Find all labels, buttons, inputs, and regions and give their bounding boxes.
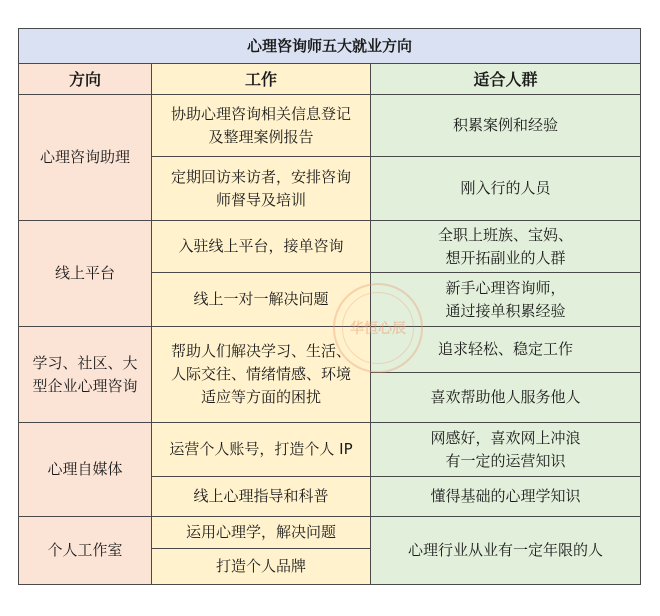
work-cell [152, 157, 371, 221]
work-line: 及整理案例报告 [208, 127, 314, 146]
direction-cell: 心理咨询助理 [19, 95, 152, 221]
fit-line: 新手心理咨询师， [445, 278, 566, 297]
fit-cell: 喜欢帮助他人服务他人 [371, 373, 641, 423]
fit-line: 全职上班族、宝妈、 [438, 225, 574, 244]
work-cell [152, 273, 371, 327]
work-cell [152, 221, 371, 273]
fit-line: 积累案例和经验 [453, 116, 559, 134]
header-fit: 适合人群 [371, 64, 641, 95]
work-line: 适应等方面的困扰 [200, 388, 321, 406]
work-cell [152, 95, 371, 157]
direction-cell: 心理自媒体 [19, 423, 152, 517]
work-line: 线上一对一解决问题 [193, 290, 329, 308]
fit-line: 懂得基础的心理学知识 [430, 487, 581, 505]
header-work: 工作 [152, 64, 371, 95]
direction-cell [19, 327, 152, 423]
work-cell: 运用心理学，解决问题 [152, 517, 371, 549]
fit-cell [371, 157, 641, 221]
work-line: 入驻线上平台，接单咨询 [178, 237, 344, 255]
work-line: 帮助人们解决学习、生活、 [170, 342, 351, 360]
fit-line: 通过接单积累经验 [445, 301, 566, 320]
work-line: 运营个人账号，打造个人 IP [169, 440, 353, 458]
watermark-text: 华恒心辰 [350, 321, 406, 337]
work-line: 线上心理指导和科普 [193, 487, 329, 505]
fit-cell [371, 423, 641, 477]
fit-cell [371, 273, 641, 327]
work-line: 定期回访来访者，安排咨询 [170, 167, 351, 186]
work-line: 人际交往、情绪情感、环境 [170, 365, 351, 383]
fit-cell [371, 95, 641, 157]
fit-line: 刚入行的人员 [460, 179, 551, 197]
fit-line: 想开拓副业的人群 [445, 248, 566, 267]
work-cell [152, 477, 371, 517]
work-cell: 打造个人品牌 [152, 549, 371, 585]
fit-cell: 追求轻松、稳定工作 [371, 327, 641, 373]
fit-cell: 心理行业从业有一定年限的人 [371, 517, 641, 585]
fit-cell [371, 221, 641, 273]
direction-cell: 线上平台 [19, 221, 152, 327]
direction-cell: 个人工作室 [19, 517, 152, 585]
fit-cell [371, 477, 641, 517]
fit-line: 网感好，喜欢网上冲浪 [430, 428, 581, 447]
header-direction: 方向 [19, 64, 152, 95]
table-title: 心理咨询师五大就业方向 [19, 29, 641, 64]
work-cell [152, 423, 371, 477]
work-line: 师督导及培训 [215, 190, 306, 209]
work-line: 协助心理咨询相关信息登记 [170, 104, 351, 123]
work-cell [152, 327, 371, 423]
fit-line: 有一定的运营知识 [445, 451, 566, 470]
career-directions-table [18, 28, 641, 585]
direction-line: 型企业心理咨询 [32, 376, 138, 395]
direction-line: 学习、社区、大 [32, 353, 138, 372]
